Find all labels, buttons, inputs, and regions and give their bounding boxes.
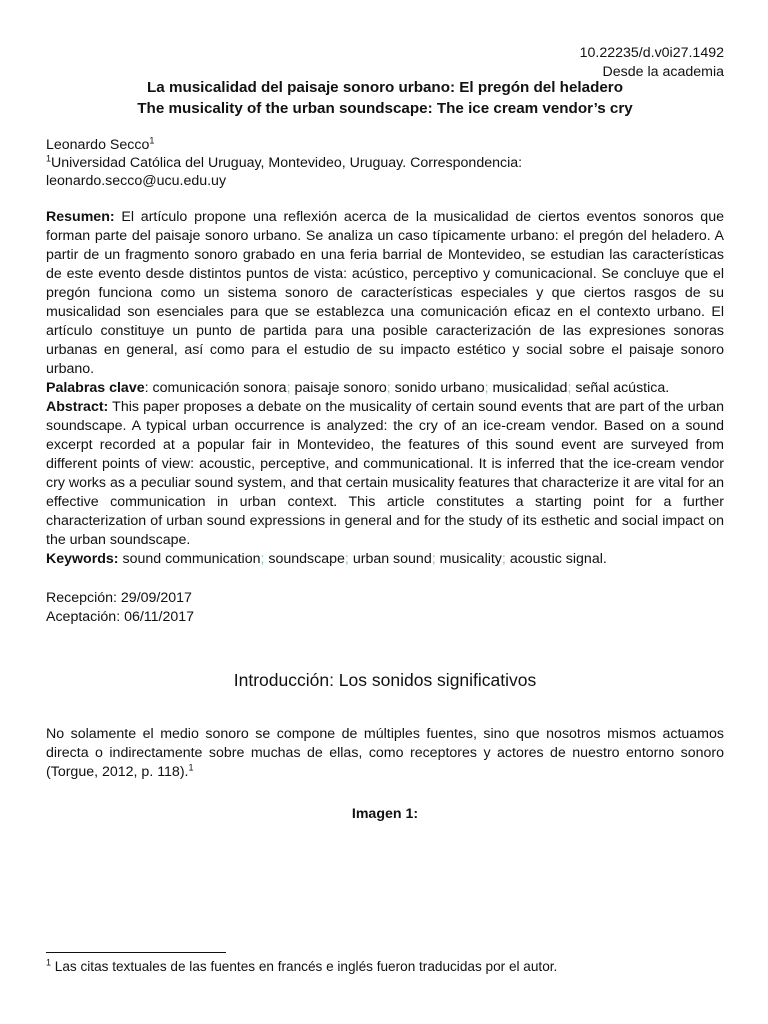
- palabras-clave-item: señal acústica.: [575, 380, 670, 396]
- dates-block: [46, 589, 724, 627]
- palabras-clave-item: comunicación sonora: [152, 380, 287, 396]
- accepted-date: Aceptación: 06/11/2017: [46, 609, 195, 625]
- section-heading: Introducción: Los sonidos significativos: [233, 670, 537, 690]
- footnote-text: Las citas textuales de las fuentes en francés e inglés fueron traducidas por el autor.: [54, 959, 558, 974]
- abstract-block: [46, 208, 724, 569]
- abstract-paragraph: [46, 398, 724, 550]
- abstract-label: Abstract:: [46, 399, 109, 415]
- keyword-item: acoustic signal.: [509, 551, 607, 567]
- affiliation: Universidad Católica del Uruguay, Montevideo, Uruguay. Correspondencia:: [51, 155, 523, 171]
- footnote-reference[interactable]: 1: [188, 762, 194, 773]
- author-email: leonardo.secco@ucu.edu.uy: [46, 173, 227, 189]
- footnote-marker: 1: [46, 957, 52, 968]
- palabras-clave-item: musicalidad: [492, 380, 568, 396]
- palabras-clave-item: paisaje sonoro: [294, 380, 387, 396]
- footnote-divider: [46, 952, 226, 953]
- image-caption: Imagen 1:: [351, 806, 419, 822]
- abstract-text: This paper proposes a debate on the musicality of certain sound events that are part of the urban soundscape. A typical urban occurrence is analyzed: the cry of an ice-cream vendor. Based on a sound excerpt recorded at a popular fair in Montevideo, the features of this sound event are surveyed from different points of view: acoustic, perceptive, and communicational. It is inferred that the ice-cream vendor cry works as a peculiar sound system, and that certain musicality features that characterize it are vital for an effective communication in urban context. This article constitutes a starting point for a further characterization of urban sound expressions in general and for the study of its esthetic and social impact on the urban soundscape.: [46, 399, 725, 548]
- resumen-text: El artículo propone una reflexión acerca de la musicalidad de ciertos eventos sonoros que forman parte del paisaje sonoro urbano. Se analiza un caso típicamente urbano: el pregón del heladero. A partir de un fragmento sonoro grabado en una feria barrial de Montevideo, se estudian las características de este evento desde distintos puntos de vista: acústico, perceptivo y comunicacional. Se concluye que el pregón funciona como un sistema sonoro de características especiales y que ciertos rasgos de su musicalidad son esenciales para que se establezca una comunicación eficaz en el contexto urbano. El artículo constituye un punto de partida para una posible caracterización de las expresiones sonoras urbanas en general, así como para el estudio de su impacto estético y social sobre el paisaje sonoro urbano.: [46, 209, 724, 377]
- resumen-paragraph: [46, 208, 724, 379]
- section-tag: Desde la academia: [602, 64, 724, 80]
- author-block: [46, 136, 724, 190]
- author-marker: 1: [149, 135, 155, 146]
- intro-paragraph: [46, 725, 724, 782]
- keyword-item: musicality: [439, 551, 502, 567]
- palabras-clave-line: Palabras clave: comunicación sonora; paisaje sonoro; sonido urbano; musicalidad; señal acústica.: [46, 380, 670, 396]
- keyword-item: sound communication: [122, 551, 261, 567]
- keywords-label: Keywords:: [46, 551, 119, 567]
- title-english: The musicality of the urban soundscape: The ice cream vendor’s cry: [137, 100, 633, 117]
- keyword-item: urban sound: [352, 551, 432, 567]
- resumen-label: Resumen:: [46, 209, 115, 225]
- affiliation-marker: 1: [46, 153, 52, 164]
- title-block: [46, 77, 724, 119]
- footnote: [46, 957, 724, 976]
- palabras-clave-item: sonido urbano: [394, 380, 485, 396]
- keyword-item: soundscape: [268, 551, 345, 567]
- paper-page: [46, 44, 724, 824]
- intro-text: No solamente el medio sonoro se compone de múltiples fuentes, sino que nosotros mismos actuamos directa o indirectamente sobre muchas de ellas, como receptores y actores de nuestro entorno sonoro (Torgue, 2012, p. 118).: [46, 726, 724, 780]
- title-spanish: La musicalidad del paisaje sonoro urbano: El pregón del heladero: [147, 79, 623, 96]
- keywords-line: Keywords: sound communication; soundscape; urban sound; musicality; acoustic signal.: [46, 551, 607, 567]
- doi: 10.22235/d.v0i27.1492: [579, 45, 724, 61]
- palabras-clave-label: Palabras clave: [46, 380, 145, 396]
- affiliation-line: [46, 154, 724, 172]
- received-date: Recepción: 29/09/2017: [46, 590, 192, 606]
- author-line: [46, 136, 724, 154]
- author-name: Leonardo Secco: [46, 137, 150, 153]
